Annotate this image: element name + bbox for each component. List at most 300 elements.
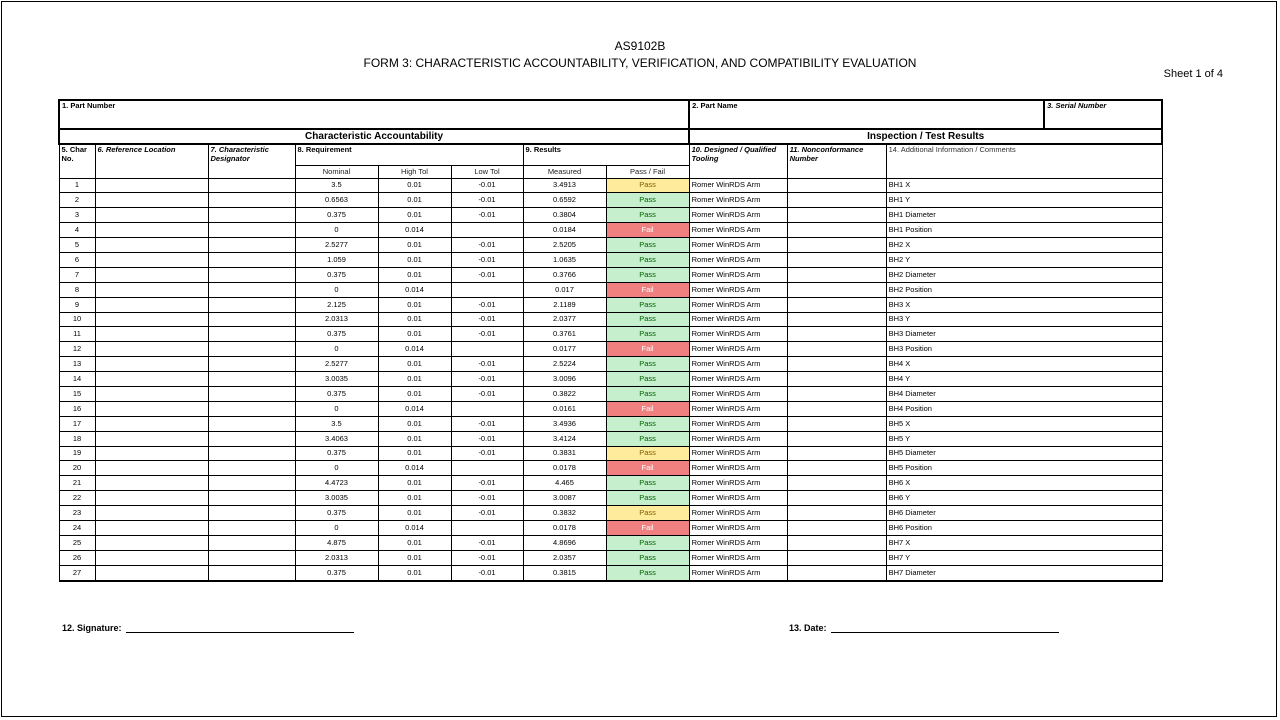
nonconformance-cell — [787, 476, 886, 491]
pass-fail-cell: Fail — [606, 401, 689, 416]
nonconformance-cell — [787, 461, 886, 476]
comment-cell: BH1 X — [886, 178, 1162, 193]
char-no-cell: 17 — [59, 416, 95, 431]
nonconformance-cell — [787, 327, 886, 342]
nominal-cell: 2.125 — [295, 297, 378, 312]
char-no-cell: 23 — [59, 506, 95, 521]
high-tol-cell: 0.01 — [378, 386, 451, 401]
nominal-cell: 0 — [295, 342, 378, 357]
tooling-cell: Romer WinRDS Arm — [689, 520, 787, 535]
tooling-cell: Romer WinRDS Arm — [689, 208, 787, 223]
tooling-cell: Romer WinRDS Arm — [689, 178, 787, 193]
col-reference-location: 6. Reference Location — [95, 144, 208, 178]
high-tol-cell: 0.014 — [378, 461, 451, 476]
signature-field[interactable] — [62, 622, 354, 633]
tooling-cell: Romer WinRDS Arm — [689, 312, 787, 327]
reference-location-cell — [95, 520, 208, 535]
measured-cell: 0.0161 — [523, 401, 606, 416]
low-tol-cell: -0.01 — [451, 431, 523, 446]
designator-cell — [208, 476, 295, 491]
designator-cell — [208, 223, 295, 238]
nominal-cell: 0.375 — [295, 506, 378, 521]
high-tol-cell: 0.01 — [378, 476, 451, 491]
high-tol-cell: 0.014 — [378, 520, 451, 535]
nominal-cell: 3.4063 — [295, 431, 378, 446]
char-no-cell: 20 — [59, 461, 95, 476]
pass-fail-cell: Pass — [606, 327, 689, 342]
reference-location-cell — [95, 252, 208, 267]
high-tol-cell: 0.014 — [378, 223, 451, 238]
table-row — [59, 416, 1162, 431]
reference-location-cell — [95, 267, 208, 282]
measured-cell: 3.0087 — [523, 491, 606, 506]
table-row — [59, 252, 1162, 267]
reference-location-cell — [95, 565, 208, 580]
table-row — [59, 193, 1162, 208]
table-row — [59, 282, 1162, 297]
signature-label: 12. Signature: — [62, 623, 122, 633]
nonconformance-cell — [787, 208, 886, 223]
part-name-field[interactable]: 2. Part Name — [689, 100, 1044, 129]
nominal-cell: 3.0035 — [295, 491, 378, 506]
nominal-cell: 2.5277 — [295, 357, 378, 372]
low-tol-cell — [451, 401, 523, 416]
char-no-cell: 9 — [59, 297, 95, 312]
nonconformance-cell — [787, 357, 886, 372]
nominal-cell: 3.5 — [295, 416, 378, 431]
low-tol-cell: -0.01 — [451, 238, 523, 253]
comment-cell: BH5 Position — [886, 461, 1162, 476]
reference-location-cell — [95, 238, 208, 253]
high-tol-cell: 0.01 — [378, 416, 451, 431]
low-tol-cell — [451, 282, 523, 297]
signature-line[interactable] — [126, 622, 354, 633]
nonconformance-cell — [787, 401, 886, 416]
table-row — [59, 401, 1162, 416]
table-row — [59, 431, 1162, 446]
table-row — [59, 297, 1162, 312]
nonconformance-cell — [787, 372, 886, 387]
tooling-cell: Romer WinRDS Arm — [689, 267, 787, 282]
reference-location-cell — [95, 535, 208, 550]
pass-fail-cell: Pass — [606, 372, 689, 387]
pass-fail-cell: Pass — [606, 506, 689, 521]
char-no-cell: 16 — [59, 401, 95, 416]
tooling-cell: Romer WinRDS Arm — [689, 446, 787, 461]
designator-cell — [208, 357, 295, 372]
low-tol-cell — [451, 461, 523, 476]
reference-location-cell — [95, 312, 208, 327]
low-tol-cell: -0.01 — [451, 267, 523, 282]
table-row — [59, 565, 1162, 580]
comment-cell: BH2 X — [886, 238, 1162, 253]
pass-fail-cell: Fail — [606, 520, 689, 535]
designator-cell — [208, 208, 295, 223]
part-number-field[interactable]: 1. Part Number — [59, 100, 689, 129]
measured-cell: 4.8696 — [523, 535, 606, 550]
high-tol-cell: 0.01 — [378, 238, 451, 253]
col-nonconformance: 11. Nonconformance Number — [787, 144, 886, 178]
col-pass-fail: Pass / Fail — [606, 165, 689, 178]
tooling-cell: Romer WinRDS Arm — [689, 476, 787, 491]
char-no-cell: 3 — [59, 208, 95, 223]
reference-location-cell — [95, 431, 208, 446]
char-no-cell: 5 — [59, 238, 95, 253]
reference-location-cell — [95, 178, 208, 193]
high-tol-cell: 0.01 — [378, 550, 451, 565]
nominal-cell: 4.4723 — [295, 476, 378, 491]
char-no-cell: 1 — [59, 178, 95, 193]
designator-cell — [208, 267, 295, 282]
measured-cell: 3.4913 — [523, 178, 606, 193]
pass-fail-cell: Pass — [606, 178, 689, 193]
pass-fail-cell: Pass — [606, 357, 689, 372]
measured-cell: 0.3822 — [523, 386, 606, 401]
nominal-cell: 3.0035 — [295, 372, 378, 387]
high-tol-cell: 0.01 — [378, 297, 451, 312]
nominal-cell: 2.0313 — [295, 312, 378, 327]
comment-cell: BH2 Position — [886, 282, 1162, 297]
col-measured: Measured — [523, 165, 606, 178]
nonconformance-cell — [787, 342, 886, 357]
comment-cell: BH5 X — [886, 416, 1162, 431]
measured-cell: 0.3832 — [523, 506, 606, 521]
high-tol-cell: 0.01 — [378, 491, 451, 506]
tooling-cell: Romer WinRDS Arm — [689, 327, 787, 342]
date-line[interactable] — [831, 622, 1059, 633]
high-tol-cell: 0.01 — [378, 506, 451, 521]
nonconformance-cell — [787, 282, 886, 297]
col-nominal: Nominal — [295, 165, 378, 178]
nominal-cell: 0.375 — [295, 327, 378, 342]
measured-cell: 2.0377 — [523, 312, 606, 327]
serial-number-field[interactable]: 3. Serial Number — [1044, 100, 1162, 129]
tooling-cell: Romer WinRDS Arm — [689, 491, 787, 506]
char-no-cell: 10 — [59, 312, 95, 327]
reference-location-cell — [95, 223, 208, 238]
reference-location-cell — [95, 342, 208, 357]
nonconformance-cell — [787, 267, 886, 282]
designator-cell — [208, 431, 295, 446]
characteristic-table — [58, 99, 1163, 582]
reference-location-cell — [95, 327, 208, 342]
table-row — [59, 506, 1162, 521]
tooling-cell: Romer WinRDS Arm — [689, 223, 787, 238]
char-no-cell: 6 — [59, 252, 95, 267]
measured-cell: 2.5224 — [523, 357, 606, 372]
nominal-cell: 0.375 — [295, 267, 378, 282]
high-tol-cell: 0.014 — [378, 342, 451, 357]
reference-location-cell — [95, 506, 208, 521]
nonconformance-cell — [787, 431, 886, 446]
tooling-cell: Romer WinRDS Arm — [689, 401, 787, 416]
reference-location-cell — [95, 208, 208, 223]
table-row — [59, 342, 1162, 357]
comment-cell: BH5 Diameter — [886, 446, 1162, 461]
high-tol-cell: 0.01 — [378, 535, 451, 550]
date-field[interactable] — [789, 622, 1059, 633]
reference-location-cell — [95, 491, 208, 506]
designator-cell — [208, 193, 295, 208]
designator-cell — [208, 312, 295, 327]
low-tol-cell: -0.01 — [451, 535, 523, 550]
reference-location-cell — [95, 476, 208, 491]
designator-cell — [208, 491, 295, 506]
tooling-cell: Romer WinRDS Arm — [689, 386, 787, 401]
pass-fail-cell: Fail — [606, 461, 689, 476]
tooling-cell: Romer WinRDS Arm — [689, 372, 787, 387]
designator-cell — [208, 535, 295, 550]
pass-fail-cell: Pass — [606, 208, 689, 223]
reference-location-cell — [95, 401, 208, 416]
tooling-cell: Romer WinRDS Arm — [689, 461, 787, 476]
comment-cell: BH6 X — [886, 476, 1162, 491]
high-tol-cell: 0.01 — [378, 267, 451, 282]
comment-cell: BH6 Y — [886, 491, 1162, 506]
low-tol-cell: -0.01 — [451, 416, 523, 431]
comment-cell: BH3 Y — [886, 312, 1162, 327]
nonconformance-cell — [787, 252, 886, 267]
measured-cell: 0.3766 — [523, 267, 606, 282]
designator-cell — [208, 446, 295, 461]
high-tol-cell: 0.01 — [378, 312, 451, 327]
char-no-cell: 14 — [59, 372, 95, 387]
table-row — [59, 223, 1162, 238]
pass-fail-cell: Pass — [606, 386, 689, 401]
low-tol-cell: -0.01 — [451, 312, 523, 327]
reference-location-cell — [95, 461, 208, 476]
low-tol-cell: -0.01 — [451, 386, 523, 401]
measured-cell: 0.0184 — [523, 223, 606, 238]
table-row — [59, 461, 1162, 476]
table-body — [59, 100, 1162, 581]
char-no-cell: 4 — [59, 223, 95, 238]
date-label: 13. Date: — [789, 623, 827, 633]
comment-cell: BH7 X — [886, 535, 1162, 550]
pass-fail-cell: Pass — [606, 267, 689, 282]
pass-fail-cell: Pass — [606, 476, 689, 491]
table-row — [59, 386, 1162, 401]
char-no-cell: 25 — [59, 535, 95, 550]
char-no-cell: 12 — [59, 342, 95, 357]
comment-cell: BH7 Diameter — [886, 565, 1162, 580]
accountability-section-header: Characteristic Accountability — [59, 129, 689, 144]
table-row — [59, 520, 1162, 535]
pass-fail-cell: Fail — [606, 342, 689, 357]
tooling-cell: Romer WinRDS Arm — [689, 282, 787, 297]
nominal-cell: 0.375 — [295, 446, 378, 461]
comment-cell: BH7 Y — [886, 550, 1162, 565]
high-tol-cell: 0.01 — [378, 252, 451, 267]
table-row — [59, 178, 1162, 193]
pass-fail-cell: Fail — [606, 223, 689, 238]
tooling-cell: Romer WinRDS Arm — [689, 238, 787, 253]
designator-cell — [208, 238, 295, 253]
designator-cell — [208, 461, 295, 476]
pass-fail-cell: Pass — [606, 238, 689, 253]
low-tol-cell: -0.01 — [451, 491, 523, 506]
table-row — [59, 357, 1162, 372]
low-tol-cell: -0.01 — [451, 476, 523, 491]
comment-cell: BH4 Y — [886, 372, 1162, 387]
char-no-cell: 13 — [59, 357, 95, 372]
table-row — [59, 208, 1162, 223]
pass-fail-cell: Pass — [606, 491, 689, 506]
nonconformance-cell — [787, 386, 886, 401]
col-requirement: 8. Requirement — [295, 144, 523, 165]
nonconformance-cell — [787, 491, 886, 506]
char-no-cell: 2 — [59, 193, 95, 208]
high-tol-cell: 0.01 — [378, 193, 451, 208]
low-tol-cell — [451, 520, 523, 535]
high-tol-cell: 0.01 — [378, 178, 451, 193]
high-tol-cell: 0.01 — [378, 565, 451, 580]
measured-cell: 0.6592 — [523, 193, 606, 208]
measured-cell: 0.3761 — [523, 327, 606, 342]
nominal-cell: 0.375 — [295, 208, 378, 223]
col-char-no: 5. Char No. — [59, 144, 95, 178]
nominal-cell: 2.0313 — [295, 550, 378, 565]
nominal-cell: 0.375 — [295, 386, 378, 401]
reference-location-cell — [95, 416, 208, 431]
low-tol-cell: -0.01 — [451, 297, 523, 312]
nonconformance-cell — [787, 178, 886, 193]
char-no-cell: 27 — [59, 565, 95, 580]
comment-cell: BH6 Diameter — [886, 506, 1162, 521]
low-tol-cell: -0.01 — [451, 208, 523, 223]
high-tol-cell: 0.01 — [378, 357, 451, 372]
nonconformance-cell — [787, 312, 886, 327]
high-tol-cell: 0.01 — [378, 372, 451, 387]
char-no-cell: 15 — [59, 386, 95, 401]
measured-cell: 0.3804 — [523, 208, 606, 223]
comment-cell: BH4 Position — [886, 401, 1162, 416]
measured-cell: 2.5205 — [523, 238, 606, 253]
table-row — [59, 267, 1162, 282]
char-no-cell: 19 — [59, 446, 95, 461]
high-tol-cell: 0.01 — [378, 446, 451, 461]
comment-cell: BH6 Position — [886, 520, 1162, 535]
nominal-cell: 0.375 — [295, 565, 378, 580]
char-no-cell: 21 — [59, 476, 95, 491]
nonconformance-cell — [787, 238, 886, 253]
measured-cell: 4.465 — [523, 476, 606, 491]
measured-cell: 2.0357 — [523, 550, 606, 565]
nonconformance-cell — [787, 506, 886, 521]
col-characteristic-designator: 7. Characteristic Designator — [208, 144, 295, 178]
nominal-cell: 1.059 — [295, 252, 378, 267]
nonconformance-cell — [787, 416, 886, 431]
designator-cell — [208, 520, 295, 535]
pass-fail-cell: Pass — [606, 565, 689, 580]
designator-cell — [208, 565, 295, 580]
high-tol-cell: 0.014 — [378, 401, 451, 416]
low-tol-cell: -0.01 — [451, 446, 523, 461]
col-low-tol: Low Tol — [451, 165, 523, 178]
low-tol-cell: -0.01 — [451, 372, 523, 387]
reference-location-cell — [95, 357, 208, 372]
measured-cell: 0.3831 — [523, 446, 606, 461]
comment-cell: BH5 Y — [886, 431, 1162, 446]
nonconformance-cell — [787, 535, 886, 550]
designator-cell — [208, 327, 295, 342]
nominal-cell: 0.6563 — [295, 193, 378, 208]
reference-location-cell — [95, 193, 208, 208]
nominal-cell: 0 — [295, 401, 378, 416]
nonconformance-cell — [787, 550, 886, 565]
designator-cell — [208, 416, 295, 431]
nominal-cell: 3.5 — [295, 178, 378, 193]
nonconformance-cell — [787, 193, 886, 208]
col-results: 9. Results — [523, 144, 689, 165]
pass-fail-cell: Pass — [606, 535, 689, 550]
pass-fail-cell: Pass — [606, 312, 689, 327]
table-row — [59, 312, 1162, 327]
nonconformance-cell — [787, 297, 886, 312]
comment-cell: BH3 X — [886, 297, 1162, 312]
char-no-cell: 7 — [59, 267, 95, 282]
designator-cell — [208, 252, 295, 267]
tooling-cell: Romer WinRDS Arm — [689, 565, 787, 580]
designator-cell — [208, 282, 295, 297]
nominal-cell: 4.875 — [295, 535, 378, 550]
pass-fail-cell: Pass — [606, 431, 689, 446]
table-row — [59, 238, 1162, 253]
table-row — [59, 446, 1162, 461]
tooling-cell: Romer WinRDS Arm — [689, 416, 787, 431]
tooling-cell: Romer WinRDS Arm — [689, 297, 787, 312]
reference-location-cell — [95, 282, 208, 297]
designator-cell — [208, 401, 295, 416]
low-tol-cell — [451, 223, 523, 238]
char-no-cell: 26 — [59, 550, 95, 565]
pass-fail-cell: Pass — [606, 550, 689, 565]
designator-cell — [208, 386, 295, 401]
comment-cell: BH3 Diameter — [886, 327, 1162, 342]
tooling-cell: Romer WinRDS Arm — [689, 252, 787, 267]
high-tol-cell: 0.014 — [378, 282, 451, 297]
tooling-cell: Romer WinRDS Arm — [689, 535, 787, 550]
designator-cell — [208, 297, 295, 312]
designator-cell — [208, 372, 295, 387]
col-additional-info: 14. Additional Information / Comments — [886, 144, 1162, 178]
sheet-number: Sheet 1 of 4 — [1163, 68, 1223, 80]
low-tol-cell: -0.01 — [451, 357, 523, 372]
char-no-cell: 8 — [59, 282, 95, 297]
nonconformance-cell — [787, 446, 886, 461]
comment-cell: BH1 Position — [886, 223, 1162, 238]
nonconformance-cell — [787, 223, 886, 238]
high-tol-cell: 0.01 — [378, 431, 451, 446]
pass-fail-cell: Pass — [606, 193, 689, 208]
measured-cell: 0.017 — [523, 282, 606, 297]
measured-cell: 3.0096 — [523, 372, 606, 387]
pass-fail-cell: Fail — [606, 282, 689, 297]
table-row — [59, 327, 1162, 342]
table-row — [59, 550, 1162, 565]
measured-cell: 1.0635 — [523, 252, 606, 267]
nominal-cell: 0 — [295, 282, 378, 297]
comment-cell: BH1 Y — [886, 193, 1162, 208]
tooling-cell: Romer WinRDS Arm — [689, 193, 787, 208]
low-tol-cell: -0.01 — [451, 506, 523, 521]
comment-cell: BH4 Diameter — [886, 386, 1162, 401]
nominal-cell: 0 — [295, 520, 378, 535]
char-no-cell: 22 — [59, 491, 95, 506]
low-tol-cell: -0.01 — [451, 565, 523, 580]
reference-location-cell — [95, 446, 208, 461]
nonconformance-cell — [787, 520, 886, 535]
